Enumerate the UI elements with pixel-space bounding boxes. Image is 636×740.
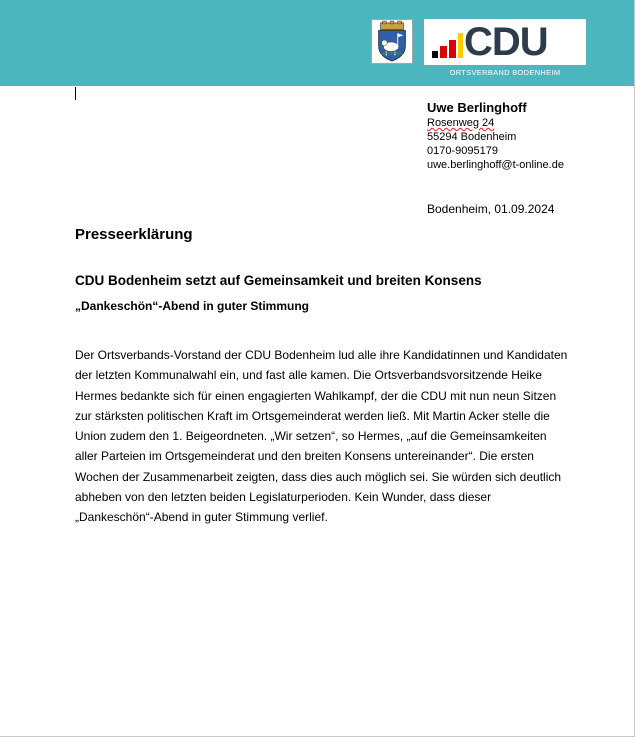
body-line: aller Parteien im Ortsgemeinderat und den breiten Konsens untereinander“. Die ersten bbox=[75, 449, 534, 464]
body-line: Wochen der Zusammenarbeit zeigten, dass dies auch möglich sei. Sie würden sich deutlich bbox=[75, 469, 562, 484]
body-line: Hermes bedankte sich für einen engagierten Wahlkampf, der die CDU mit nun neun Sitzen bbox=[75, 388, 557, 403]
coat-of-arms-icon bbox=[371, 19, 413, 64]
press-headline: CDU Bodenheim setzt auf Gemeinsamkeit und breiten Konsens bbox=[75, 273, 482, 288]
document-type-heading: Presseerklärung bbox=[75, 226, 193, 243]
sender-phone: 0170-9095179 bbox=[427, 145, 498, 157]
cdu-logo bbox=[424, 19, 586, 65]
sender-street-text: Rosenweg 24 bbox=[427, 117, 495, 129]
body-line: „Dankeschön“-Abend in guter Stimmung verlief. bbox=[75, 510, 328, 525]
sender-city: 55294 Bodenheim bbox=[427, 131, 517, 143]
body-line: Der Ortsverbands-Vorstand der CDU Bodenheim lud alle ihre Kandidatinnen und Kandidaten bbox=[75, 348, 568, 362]
cdu-logo-text: CDU bbox=[464, 20, 548, 64]
press-subheadline: „Dankeschön“-Abend in guter Stimmung bbox=[75, 299, 310, 313]
sender-name: Uwe Berlinghoff bbox=[427, 100, 527, 115]
body-line: der letzten Kommunalwahl ein, und fast alle kamen. Die Ortsverbandsvorsitzende Heike bbox=[75, 368, 542, 383]
org-label: ORTSVERBAND BODENHEIM bbox=[449, 68, 561, 77]
body-line: zur stärksten politischen Kraft im Ortsgemeinderat werden ließ. Mit Martin Acker stelle die bbox=[75, 408, 550, 423]
text-cursor bbox=[75, 87, 76, 100]
sender-street bbox=[427, 116, 564, 130]
body-line: abheben von den letzten beiden Legislaturperioden. Kein Wunder, dass dieser bbox=[75, 490, 492, 505]
sender-block[interactable] bbox=[427, 100, 564, 172]
body-line: Union zudem den 1. Beigeordneten. „Wir setzen“, so Hermes, „auf die Gemeinsamkeiten bbox=[75, 429, 547, 444]
press-body[interactable] bbox=[75, 345, 575, 528]
sender-email: uwe.berlinghoff@t-online.de bbox=[427, 159, 564, 171]
date-line: Bodenheim, 01.09.2024 bbox=[427, 202, 555, 216]
